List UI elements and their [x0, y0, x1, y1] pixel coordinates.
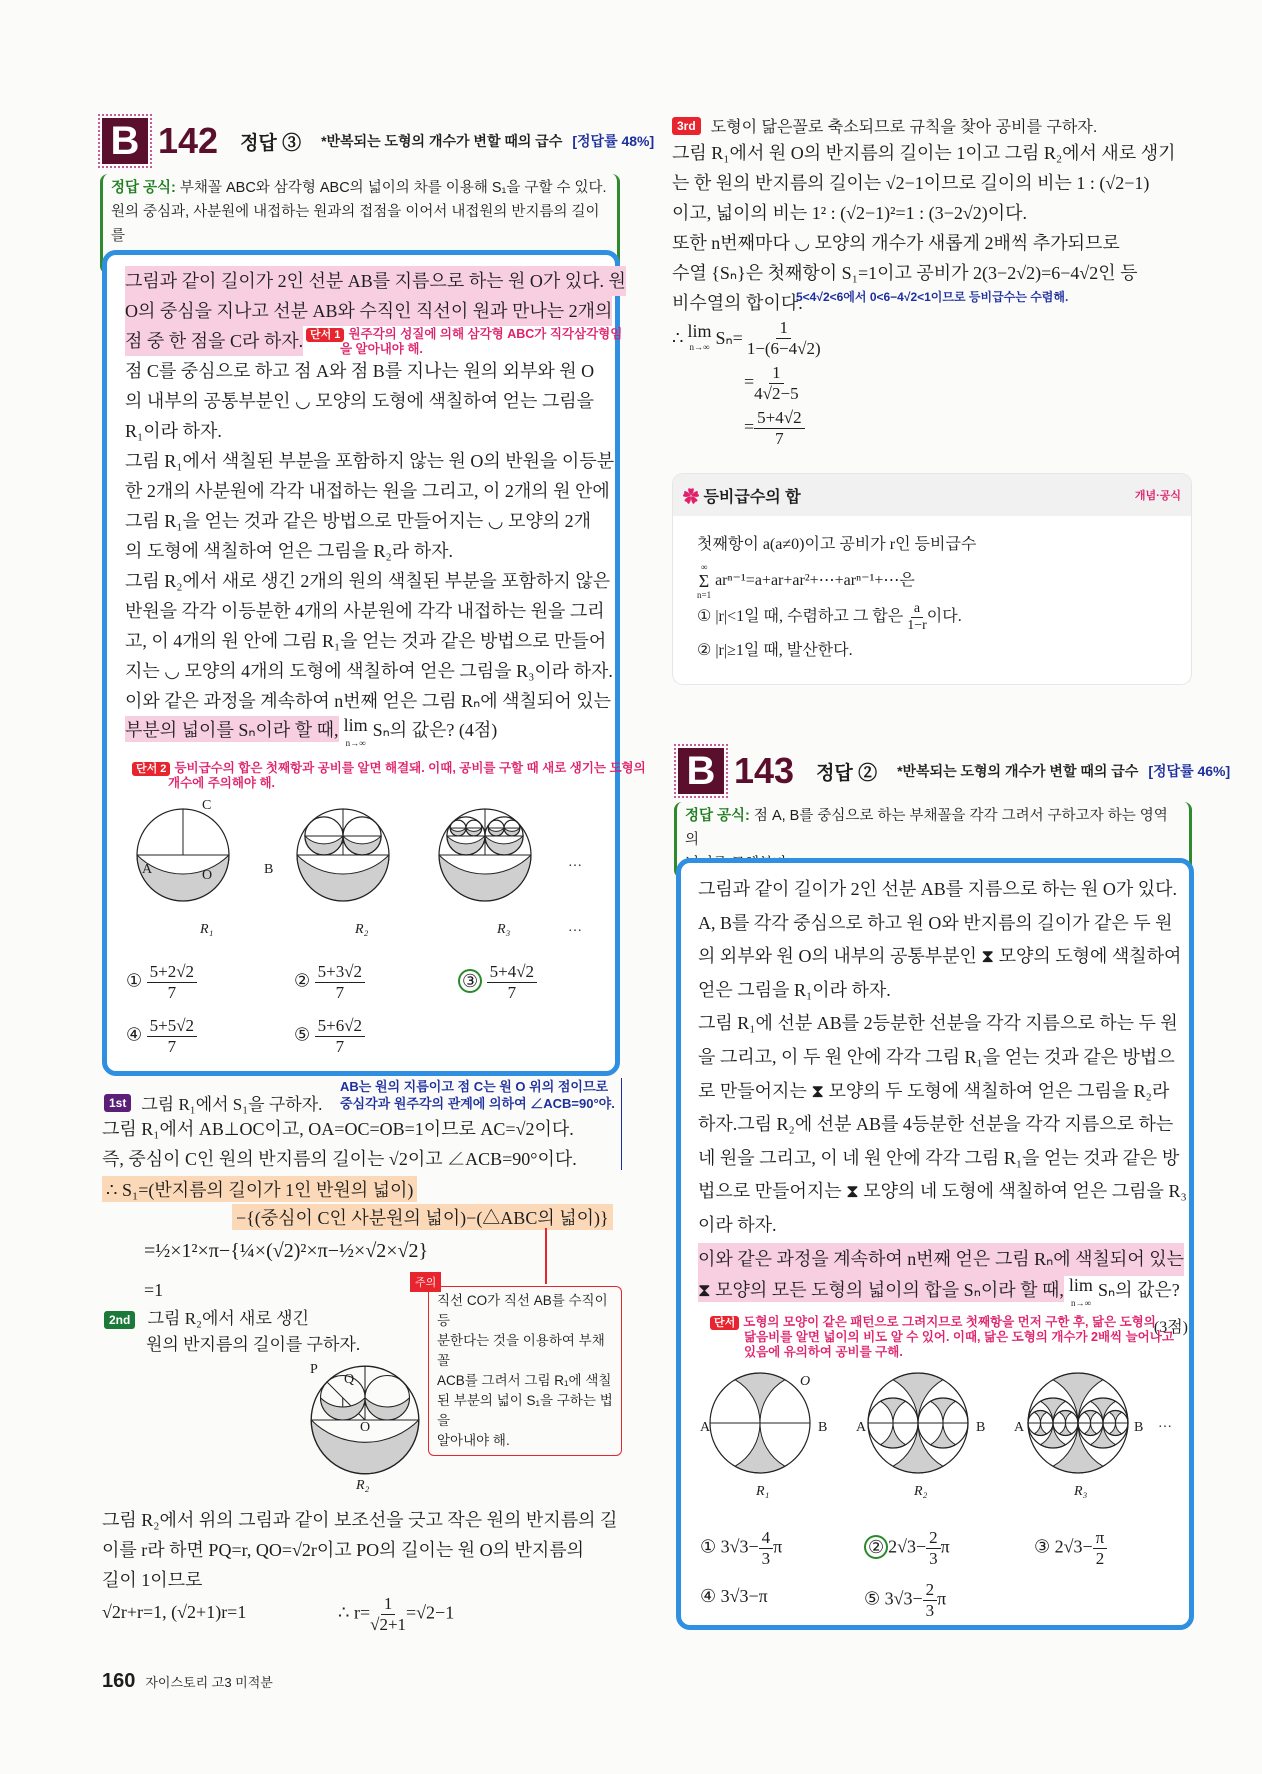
numerator: 4 [759, 1528, 774, 1549]
point-o-label: O [800, 1374, 811, 1389]
answer-label: 정답 ③ [240, 132, 302, 154]
concept-title: 등비급수의 합 [703, 488, 801, 506]
numerator: 5+5√2 [147, 1016, 197, 1037]
choice-number: ① [700, 1536, 717, 1557]
hint-2 [132, 760, 646, 791]
choice-4[interactable] [700, 1586, 768, 1607]
shaded-crescent [488, 828, 504, 836]
shaded-crescent [343, 836, 381, 855]
numerator: 1 [769, 363, 784, 384]
point-a-label: A [1014, 1420, 1025, 1435]
shaded-hourglass-part [931, 1398, 956, 1423]
caution-line: 분한다는 것을 이용하여 부채꼴 [437, 1333, 605, 1368]
text-line: 길이 1이므로 [102, 1570, 203, 1590]
problem-number: 142 [158, 120, 219, 161]
shaded-hourglass-part [1109, 1423, 1122, 1436]
hint-1 [306, 326, 622, 357]
numerator: 2 [926, 1528, 941, 1549]
therefore: ∴ [672, 328, 684, 348]
denominator: 7 [335, 983, 345, 1002]
choice-number: ③ [1034, 1536, 1051, 1557]
denominator: 7 [335, 1037, 345, 1056]
choice-term: 2√3− [1054, 1536, 1093, 1557]
numerator: 5+2√2 [147, 962, 197, 983]
choice-3[interactable] [1034, 1528, 1107, 1569]
accuracy-rate: [정답률 48%] [572, 133, 655, 149]
ellipsis: … [568, 855, 582, 870]
figure-label-r1: R₁ [756, 1484, 770, 1499]
point-a-label: A [142, 862, 153, 877]
concept-line: 첫째항이 a(a≠0)이고 공비가 r인 등비급수 [697, 536, 977, 553]
formula-label: 정답 공식: [111, 180, 176, 196]
problem-143-last-line [698, 1276, 1180, 1312]
step-title: 도형이 닮은꼴로 축소되므로 규칙을 찾아 공비를 구하자. [710, 119, 1098, 136]
numerator: 1 [381, 1594, 396, 1615]
shaded-hourglass-part [881, 1398, 906, 1423]
text-line: 네 원을 그리고, 이 네 원 안에 각각 그림 R₁을 얻는 것과 같은 방 [698, 1147, 1180, 1168]
lim-subscript: n→∞ [345, 738, 366, 748]
flower-icon: ✿ [683, 488, 700, 506]
point-o-label: O [360, 1420, 371, 1435]
numerator: 5+6√2 [315, 1016, 365, 1037]
text-line: R₁이라 하자. [125, 421, 222, 441]
text-line: 그림 R₂에서 새로 생긴 2개의 원의 색칠된 부분을 포함하지 않은 [125, 571, 611, 591]
formula-line: 원의 중심과, 사분원에 내접하는 원과의 접점을 이어서 내접원의 반지름의 길이를 [111, 204, 600, 244]
text-line: 즉, 중심이 C인 원의 반지름의 길이는 √2이고 ∠ACB=90°이다. [102, 1149, 577, 1169]
choice-term: π [937, 1588, 947, 1609]
text-line: 이와 같은 과정을 계속하여 n번째 얻은 그림 Rₙ에 색칠되어 있는 [125, 691, 611, 711]
concept-tag: 개념·공식 [1134, 490, 1181, 502]
hint-143 [710, 1314, 1188, 1360]
concept-box [673, 474, 1191, 684]
text-line: 이를 r라 하면 PQ=r, QO=√2r이고 PO의 길이는 원 O의 반지름의 [102, 1540, 585, 1560]
denominator: 7 [167, 983, 177, 1002]
point-b-label: B [1134, 1420, 1144, 1435]
topic-label: *반복되는 도형의 개수가 변할 때의 급수 [321, 133, 563, 149]
text-line: 수열 {Sₙ}은 첫째항이 S₁=1이고 공비가 2(3−2√2)=6−4√2인 등 [672, 263, 1138, 283]
radius-result [338, 1594, 454, 1635]
choice-5[interactable] [294, 1016, 365, 1057]
sigma-icon: Σ [698, 571, 710, 591]
denominator: 1−r [907, 617, 927, 633]
s1-equation: =½×1²×π−{¼×(√2)²×π−½×√2×√2} [144, 1240, 429, 1262]
text-line: 한 2개의 사분원에 각각 내접하는 원을 그리고, 이 2개의 원 안에 [125, 481, 610, 501]
text-line: 법으로 만들어지는 ⧗ 모양의 네 도형에 색칠하여 얻은 그림을 R₃ [698, 1181, 1187, 1202]
point-q-label: Q [344, 1372, 355, 1387]
choice-3-selected[interactable] [458, 962, 537, 1003]
hint-line: 원주각의 성질에 의해 삼각형 ABC가 직각삼각형임 [348, 327, 623, 341]
caution-arrow [545, 1228, 547, 1284]
choice-4[interactable] [126, 1016, 197, 1057]
shaded-hourglass-part [735, 1423, 785, 1473]
shaded-crescent [297, 855, 389, 901]
numerator: π [1093, 1528, 1108, 1549]
problem-143-figures [700, 1368, 1180, 1483]
choice-1[interactable] [126, 962, 197, 1003]
concept-line: ② |r|≥1일 때, 발산한다. [697, 642, 853, 659]
choice-term: 3√3− [720, 1536, 759, 1557]
shaded-hourglass-part [893, 1373, 943, 1423]
caution-line: 된 부분의 넓이 S₁을 구하는 법을 [437, 1393, 613, 1428]
lim: lim [1068, 1275, 1093, 1295]
ellipsis: … [568, 920, 582, 935]
problem-142-header [102, 118, 654, 164]
radius-equation: √2r+r=1, (√2+1)r=1 [102, 1602, 247, 1622]
step-2-heading [104, 1306, 360, 1358]
choice-2-selected[interactable] [864, 1528, 950, 1569]
denominator: √2+1 [370, 1615, 407, 1634]
lim: lim [687, 320, 712, 341]
point-b-label: B [264, 862, 274, 877]
denominator: 1−(6−4√2) [746, 339, 821, 358]
solution-142-text [102, 1505, 622, 1595]
denominator: 7 [167, 1037, 177, 1056]
hint-line: 도형의 모양이 같은 패턴으로 그려지므로 첫째항을 먼저 구한 후, 닮은 도형의 [743, 1315, 1156, 1329]
text-line: 점 C를 중심으로 하고 점 A와 점 B를 지나는 원의 외부와 원 O [125, 361, 595, 381]
convergence-note: 5<4√2<6에서 0<6−4√2<1이므로 등비급수는 수렴해. [796, 290, 1069, 304]
point-a-label: A [856, 1420, 867, 1435]
point-b-label: B [818, 1420, 828, 1435]
text-line: 의 도형에 색칠하여 얻은 그림을 R₂라 하자. [125, 541, 453, 561]
page-number: 160 [102, 1670, 136, 1692]
shaded-crescent [450, 828, 466, 836]
formula-label: 정답 공식: [685, 808, 750, 824]
choice-term: π [940, 1536, 950, 1557]
lim-subscript: n→∞ [689, 341, 710, 352]
figure-label-r2: R₂ [356, 1478, 370, 1493]
step-title: 원의 반지름의 길이를 구하자. [146, 1335, 361, 1354]
denominator: 7 [507, 983, 517, 1002]
limit-expression [344, 716, 368, 752]
text-line: 그림 R₁에 선분 AB를 2등분한 선분을 각각 지름으로 하는 두 원 [698, 1013, 1178, 1034]
page-footer [102, 1670, 273, 1693]
shaded-hourglass-part [1034, 1423, 1047, 1436]
text-line: 하자.그림 R₂에 선분 AB를 4등분한 선분을 각각 지름으로 하는 [698, 1114, 1174, 1135]
shaded-hourglass-part [1034, 1411, 1047, 1424]
choice-term: π [773, 1536, 783, 1557]
text-line: 그림 R₁을 얻는 것과 같은 방법으로 만들어지는 ◡ 모양의 2개 [125, 511, 592, 531]
formula-line: 점 A, B를 중심으로 하는 부채꼴을 각각 그려서 구하고자 하는 영역의 [685, 808, 1168, 848]
shaded-crescent [504, 828, 520, 836]
denominator: 7 [775, 429, 784, 448]
s1-line-2: −{(중심이 C인 사분원의 넓이)−(△ABC의 넓이)} [232, 1204, 613, 1230]
equation-part: ∴ r= [338, 1602, 371, 1623]
shaded-hourglass-part [1059, 1423, 1072, 1436]
step-3-heading [672, 114, 1097, 137]
figure-label-r3: R₃ [497, 922, 511, 937]
lim: lim [343, 715, 368, 735]
answer-label: 정답 ② [816, 762, 878, 784]
text-line: 의 내부의 공통부분인 ◡ 모양의 도형에 색칠하여 얻는 그림을 [125, 391, 595, 411]
shaded-crescent [485, 836, 523, 855]
caution-box [428, 1286, 622, 1456]
caution-line: ACB를 그려서 그림 R₁에 색칠 [437, 1373, 612, 1388]
denominator: 2 [1095, 1549, 1105, 1568]
numerator: a [911, 601, 923, 618]
text-line: 이고, 넓이의 비는 1² : (√2−1)²=1 : (3−2√2)이다. [672, 203, 1027, 223]
step-2-badge: 2nd [104, 1311, 135, 1329]
point-c-label: C [202, 798, 212, 813]
choice-number: ⑤ [294, 1024, 311, 1045]
topic-label: *반복되는 도형의 개수가 변할 때의 급수 [897, 763, 1139, 779]
choice-term: 2√3− [888, 1536, 927, 1557]
choice-1[interactable] [700, 1528, 782, 1569]
shaded-crescent [466, 828, 482, 836]
limit-result [672, 318, 821, 449]
s1-line-1: ∴ S₁=(반지름의 길이가 1인 반원의 넓이) [102, 1176, 417, 1202]
sigma-upper: ∞ [700, 562, 708, 572]
text-line: 그림과 같이 길이가 2인 선분 AB를 지름으로 하는 원 O가 있다. [698, 879, 1178, 899]
choice-number: ④ [700, 1586, 717, 1606]
hint-1-badge: 단서 1 [306, 328, 344, 342]
figure-label-r3: R₃ [1074, 1484, 1088, 1499]
choice-5[interactable] [864, 1580, 946, 1621]
book-title: 자이스토리 고3 미적분 [145, 1675, 273, 1690]
text-line: 점 중 한 점을 C라 하자. [125, 326, 303, 356]
question-text: Sₙ의 값은? (4점) [372, 720, 498, 740]
text-line: 로 만들어지는 ⧗ 모양의 두 도형에 색칠하여 얻은 그림을 R₂라 [698, 1080, 1170, 1101]
level-badge: B [102, 118, 148, 164]
ellipsis: … [1158, 1416, 1172, 1431]
hint-line: 을 알아내야 해. [340, 342, 423, 356]
numerator: 5+4√2 [487, 962, 537, 983]
problem-143-header [678, 748, 1230, 794]
equation-part: Sₙ= [715, 328, 743, 348]
shaded-hourglass-part [1084, 1423, 1097, 1436]
problem-143-text [698, 873, 1187, 1276]
shaded-hourglass-part [893, 1423, 943, 1473]
limit-expression [1069, 1276, 1093, 1312]
accuracy-rate: [정답률 46%] [1148, 763, 1231, 779]
text-line: 그림 R₁에서 원 O의 반지름의 길이는 1이고 그림 R₂에서 새로 생기 [672, 143, 1176, 163]
choice-number: ② [294, 970, 311, 991]
question-text: 부분의 넓이를 Sₙ이라 할 때, [125, 716, 339, 742]
hint-2-badge: 단서 2 [132, 762, 170, 776]
points: (3점) [1153, 1319, 1188, 1336]
equation-part: =√2−1 [406, 1602, 455, 1623]
text-line: 고, 이 4개의 원 안에 그림 R₁을 얻는 것과 같은 방법으로 만들어 [125, 631, 607, 651]
text-line: 을 그리고, 이 두 원 안에 각각 그림 R₁을 얻는 것과 같은 방법으 [698, 1046, 1175, 1067]
shaded-hourglass-part [1053, 1423, 1103, 1473]
numerator: 1 [776, 318, 791, 339]
shaded-hourglass-part [1059, 1411, 1072, 1424]
text-line: 얻은 그림을 R₁이라 하자. [698, 979, 891, 1000]
caution-line: 알아내야 해. [437, 1433, 510, 1448]
selected-answer-mark: ② [864, 1535, 888, 1559]
step-3-badge: 3rd [672, 117, 701, 135]
step-title: 그림 R₁에서 S₁을 구하자. [141, 1095, 323, 1114]
question-text: Sₙ의 값은? [1097, 1280, 1180, 1300]
denominator: 4√2−5 [754, 384, 799, 403]
level-badge: B [678, 748, 724, 794]
note-line: AB는 원의 지름이고 점 C는 원 O 위의 점이므로 [340, 1079, 609, 1094]
choice-term: 3√3−π [720, 1586, 768, 1606]
choice-2[interactable] [294, 962, 365, 1003]
shaded-hourglass-part [1109, 1411, 1122, 1424]
numerator: 5+4√2 [754, 408, 804, 429]
denominator: 3 [929, 1549, 938, 1568]
hint-line: 닮음비를 알면 넓이의 비도 알 수 있어. 이때, 닮은 도형의 개수가 2배씩 늘어나고 [744, 1330, 1174, 1344]
point-p-label: P [310, 1362, 318, 1377]
numerator: 2 [923, 1580, 938, 1601]
text-line: 또한 n번째마다 ◡ 모양의 개수가 새롭게 2배씩 추가되므로 [672, 233, 1120, 253]
point-b-label: B [976, 1420, 986, 1435]
text-line: 는 한 원의 반지름의 길이는 √2−1이므로 길이의 비는 1 : (√2−1) [672, 173, 1150, 193]
text-line: 반원을 각각 이등분한 4개의 사분원에 각각 내접하는 원을 그리 [125, 601, 605, 621]
shaded-crescent [447, 836, 485, 855]
shaded-hourglass-part [931, 1423, 956, 1448]
text-line: 그림과 같이 길이가 2인 선분 AB를 지름으로 하는 원 O가 있다. 원 [125, 266, 626, 296]
step-1-badge: 1st [104, 1094, 131, 1112]
problem-number: 143 [734, 750, 795, 791]
shaded-hourglass-part [1053, 1373, 1103, 1423]
step-1-heading [104, 1090, 322, 1115]
solution-142-lines [102, 1114, 622, 1174]
text-line: 의 외부와 원 O의 내부의 공통부분인 ⧗ 모양의 도형에 색칠하여 [698, 946, 1182, 967]
problem-142-last-line [125, 716, 497, 752]
text-line: 이라 하자. [698, 1214, 777, 1235]
text-line: 이와 같은 과정을 계속하여 n번째 얻은 그림 Rₙ에 색칠되어 있는 [698, 1243, 1184, 1277]
s1-result: =1 [144, 1280, 164, 1300]
shaded-crescent [439, 855, 531, 901]
question-text: ⧗ 모양의 모든 도형의 넓이의 합을 Sₙ이라 할 때, [698, 1276, 1064, 1302]
figure-label-r2: R₂ [355, 922, 369, 937]
caution-line: 직선 CO가 직선 AB를 수직이등 [437, 1293, 608, 1328]
numerator: 5+3√2 [315, 962, 365, 983]
text-line: A, B를 각각 중심으로 하고 원 O와 반지름의 길이가 같은 두 원 [698, 912, 1173, 933]
shaded-hourglass-part [735, 1373, 785, 1423]
step-title: 그림 R₂에서 새로 생긴 [147, 1309, 309, 1328]
text-line: 그림 R₂에서 위의 그림과 같이 보조선을 긋고 작은 원의 반지름의 길 [102, 1510, 618, 1530]
concept-line: 이다. [926, 608, 962, 625]
point-a-label: A [700, 1420, 711, 1435]
shaded-hourglass-part [1084, 1411, 1097, 1424]
hint-line: 등비급수의 합은 첫째항과 공비를 알면 해결돼. 이때, 공비를 구할 때 새로 생기는 도형의 [174, 761, 646, 775]
hint-line: 개수에 주의해야 해. [168, 776, 276, 790]
note-line: 중심각과 원주각의 관계에 의하여 ∠ACB=90°야. [340, 1096, 615, 1111]
lim-subscript: n→∞ [1070, 1298, 1091, 1308]
text-line: 비수열의 합이다. [672, 293, 803, 313]
concept-line: ① |r|<1일 때, 수렴하고 그 합은 [697, 608, 904, 625]
shaded-crescent [305, 836, 343, 855]
shaded-hourglass-part [881, 1423, 906, 1448]
choice-number: ① [126, 970, 143, 991]
text-line: 그림 R₁에서 색칠된 부분을 포함하지 않는 원 O의 반원을 이등분 [125, 451, 615, 471]
hint-line: 있음에 유의하여 공비를 구해. [744, 1345, 903, 1359]
point-o-label: O [202, 868, 213, 883]
figure-label-r1: R₁ [200, 922, 214, 937]
concept-line: arⁿ⁻¹=a+ar+ar²+⋯+arⁿ⁻¹+⋯은 [715, 572, 915, 589]
formula-line: 부채꼴 ABC와 삼각형 ABC의 넓이의 차를 이용해 S₁을 구할 수 있다. [179, 180, 607, 196]
choice-number: ④ [126, 1024, 143, 1045]
figure-label-r2: R₂ [914, 1484, 928, 1499]
selected-answer-mark: ③ [458, 969, 482, 993]
denominator: 3 [761, 1549, 771, 1568]
choice-number: ⑤ [864, 1588, 881, 1609]
text-line: 지는 ◡ 모양의 4개의 도형에 색칠하여 얻은 그림을 R₃이라 하자. [125, 661, 613, 681]
equals: = [744, 416, 755, 437]
text-line: 그림 R₁에서 AB⊥OC이고, OA=OC=OB=1이므로 AC=√2이다. [102, 1119, 574, 1139]
hint-badge: 단서 [710, 1316, 739, 1330]
caution-badge: 주의 [410, 1272, 441, 1292]
equals: = [744, 371, 755, 392]
denominator: 3 [925, 1601, 935, 1620]
sigma-lower: n=1 [697, 590, 712, 600]
choice-term: 3√3− [884, 1588, 923, 1609]
text-line: O의 중심을 지나고 선분 AB와 수직인 직선이 원과 만나는 2개의 [125, 296, 612, 326]
